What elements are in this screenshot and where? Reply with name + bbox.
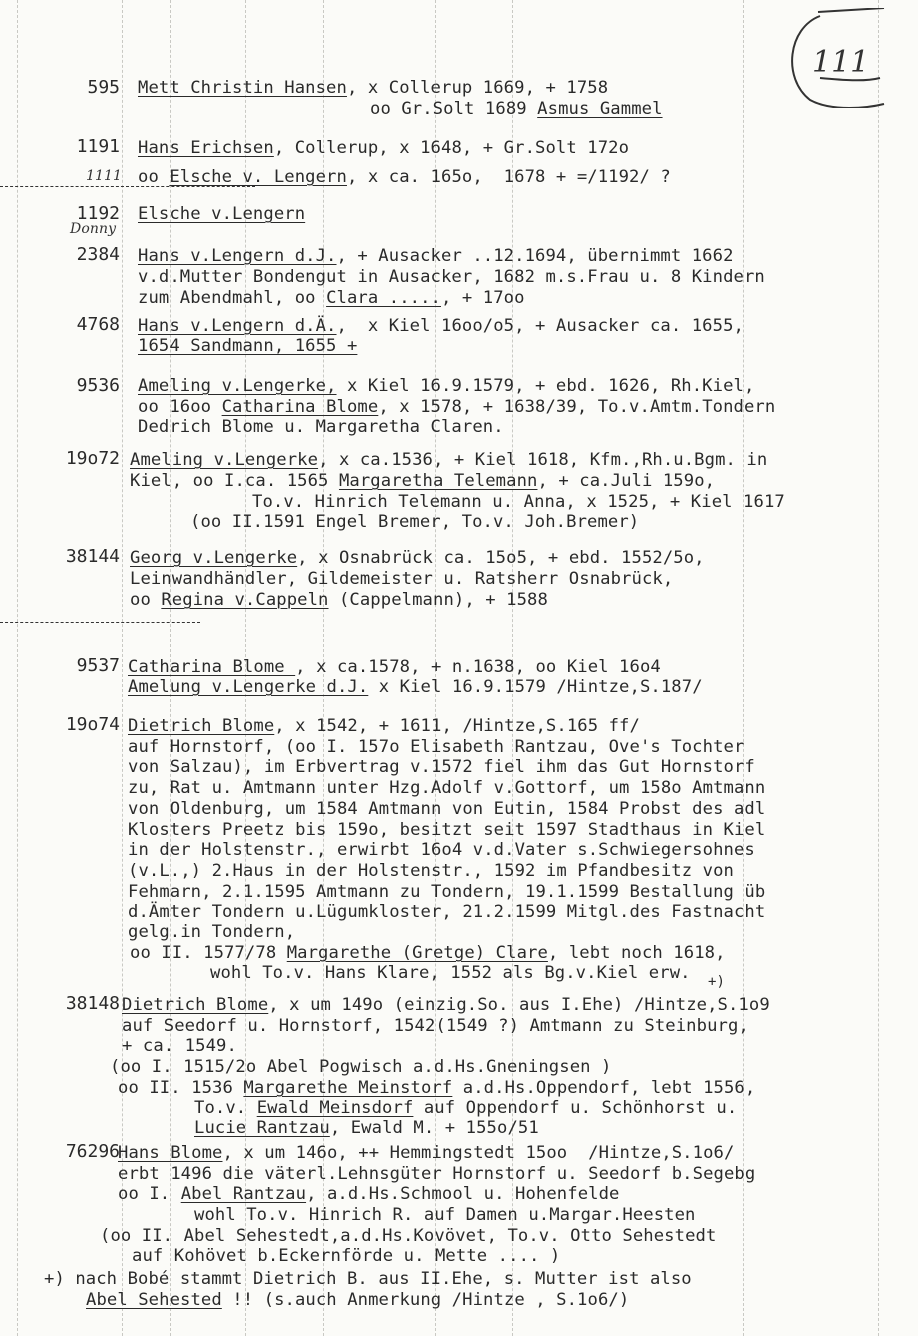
entry-number: 38144 xyxy=(65,546,120,567)
person-name: Dietrich Blome xyxy=(128,716,275,736)
person-name: Ameling v.Lengerke xyxy=(130,450,319,470)
footnote-line: Abel Sehested !! (s.auch Anmerkung /Hintze , S.1o6/) xyxy=(86,1290,630,1310)
entry-line: v.d.Mutter Bondengut in Ausacker, 1682 m.s.Frau u. 8 Kindern xyxy=(138,267,765,287)
entry-line: oo Elsche v. Lengern, x ca. 165o, 1678 + =/1192/ ? xyxy=(138,167,671,187)
entry-line: Mett Christin Hansen, x Collerup 1669, + 1758 xyxy=(138,78,609,98)
person-name: Catharina Blome xyxy=(128,657,296,677)
entry-line: Hans Blome, x um 146o, ++ Hemmingstedt 15oo /Hintze,S.1o6/ xyxy=(118,1143,735,1163)
entry-number: 19o74 xyxy=(65,714,120,735)
entry-number: 595 xyxy=(87,77,120,98)
entry-line: oo 16oo Catharina Blome, x 1578, + 1638/39, To.v.Amtm.Tondern xyxy=(138,397,776,417)
footnote-marker: +) xyxy=(708,974,726,990)
entry-line: Amelung v.Lengerke d.J. x Kiel 16.9.1579 /Hintze,S.187/ xyxy=(128,677,703,697)
person-name: Hans Blome xyxy=(118,1143,223,1163)
entry-line: + ca. 1549. xyxy=(122,1036,237,1056)
entry-line: Klosters Preetz bis 159o, besitzt seit 1597 Stadthaus in Kiel xyxy=(128,820,766,840)
person-name: Regina v.Cappeln xyxy=(161,590,329,610)
entry-line: Dedrich Blome u. Margaretha Claren. xyxy=(138,417,504,437)
entry-number: 4768 xyxy=(76,314,120,335)
entry-line: Leinwandhändler, Gildemeister u. Ratsherr Osnabrück, xyxy=(130,569,674,589)
ruling-line xyxy=(743,0,744,1336)
entry-number: 9536 xyxy=(76,375,120,396)
entry-line: von Salzau), im Erbvertrag v.1572 fiel ihm das Gut Hornstorf xyxy=(128,757,755,777)
person-name: Margarethe Meinstorf xyxy=(243,1078,453,1098)
entry-line: auf Seedorf u. Hornstorf, 1542(1549 ?) Amtmann zu Steinburg, xyxy=(122,1016,749,1036)
entry-line: Catharina Blome , x ca.1578, + n.1638, oo Kiel 16o4 xyxy=(128,657,661,677)
entry-number: 2384 xyxy=(76,244,120,265)
entry-line: oo II. 1577/78 Margarethe (Gretge) Clare, lebt noch 1618, xyxy=(130,943,726,963)
entry-line: gelg.in Tondern, xyxy=(128,922,296,942)
person-name: Hans v.Lengern d.J. xyxy=(138,246,337,266)
footnote-line: +) nach Bobé stammt Dietrich B. aus II.Ehe, s. Mutter ist also xyxy=(44,1269,692,1289)
person-name: Amelung v.Lengerke d.J. xyxy=(128,677,369,697)
person-name: Elsche v. Lengern xyxy=(169,167,347,187)
entry-number: 9537 xyxy=(76,655,120,676)
person-name: Asmus Gammel xyxy=(537,99,663,119)
entry-line: Hans v.Lengern d.J., + Ausacker ..12.1694, übernimmt 1662 xyxy=(138,246,734,266)
person-name: Ewald Meinsdorf xyxy=(256,1098,414,1118)
entry-number: 19o72 xyxy=(65,448,120,469)
entry-line: von Oldenburg, um 1584 Amtmann von Eutin, 1584 Probst des adl xyxy=(128,799,766,819)
person-name: Georg v.Lengerke xyxy=(130,548,298,568)
entry-line: (oo II.1591 Engel Bremer, To.v. Joh.Bremer) xyxy=(190,512,640,532)
person-name: Margarethe (Gretge) Clare xyxy=(286,943,548,963)
entry-line: (oo II. Abel Sehestedt,a.d.Hs.Kovövet, To.v. Otto Sehestedt xyxy=(100,1226,717,1246)
entry-line: Ameling v.Lengerke, x ca.1536, + Kiel 1618, Kfm.,Rh.u.Bgm. in xyxy=(130,450,768,470)
ruling-line xyxy=(878,0,879,1336)
person-name: Lucie Rantzau xyxy=(194,1118,330,1138)
entry-line: oo II. 1536 Margarethe Meinstorf a.d.Hs.Oppendorf, lebt 1556, xyxy=(118,1078,756,1098)
entry-line: in der Holstenstr., erwirbt 16o4 v.d.Vater s.Schwiegersohnes xyxy=(128,840,755,860)
entry-line: Fehmarn, 2.1.1595 Amtmann zu Tondern, 19.1.1599 Bestallung üb xyxy=(128,882,766,902)
entry-number: 1191 xyxy=(76,136,120,157)
entry-line: auf Hornstorf, (oo I. 157o Elisabeth Rantzau, Ove's Tochter xyxy=(128,737,745,757)
entry-line: Kiel, oo I.ca. 1565 Margaretha Telemann, + ca.Juli 159o, xyxy=(130,471,716,491)
person-name: Catharina Blome xyxy=(221,397,379,417)
entry-line: (oo I. 1515/2o Abel Pogwisch a.d.Hs.Gneningsen ) xyxy=(110,1057,612,1077)
entry-line: oo I. Abel Rantzau, a.d.Hs.Schmool u. Hohenfelde xyxy=(118,1184,620,1204)
entry-number: 76296 xyxy=(65,1141,120,1162)
person-name: Abel Sehested xyxy=(86,1290,222,1310)
entry-line: Lucie Rantzau, Ewald M. + 155o/51 xyxy=(194,1118,539,1138)
person-name: Dietrich Blome xyxy=(122,995,269,1015)
corner-mark-text: 111 xyxy=(812,45,870,80)
entry-line: (v.L.,) 2.Haus in der Holstenstr., 1592 im Pfandbesitz von xyxy=(128,861,734,881)
entry-line: Ameling v.Lengerke, x Kiel 16.9.1579, + ebd. 1626, Rh.Kiel, xyxy=(138,376,755,396)
person-name: Clara ..... xyxy=(326,288,441,308)
person-name: Mett Christin Hansen xyxy=(138,78,347,98)
entry-line: To.v. Ewald Meinsdorf auf Oppendorf u. Schönhorst u. xyxy=(194,1098,738,1118)
handwritten-page-mark xyxy=(780,8,890,108)
entry-line: Hans Erichsen, Collerup, x 1648, + Gr.Solt 172o xyxy=(138,138,630,158)
entry-line: d.Ämter Tondern u.Lügumkloster, 21.2.1599 Mitgl.des Fastnacht xyxy=(128,902,766,922)
entry-number: 1192 xyxy=(76,203,120,224)
person-name: Ameling v.Lengerke, xyxy=(138,376,337,396)
entry-line: Dietrich Blome, x 1542, + 1611, /Hintze,S.165 ff/ xyxy=(128,716,640,736)
entry-line: zu, Rat u. Amtmann unter Hzg.Adolf v.Gottorf, um 158o Amtmann xyxy=(128,778,766,798)
entry-line: auf Kohövet b.Eckernförde u. Mette .... ) xyxy=(132,1246,561,1266)
entry-line: Dietrich Blome, x um 149o (einzig.So. aus I.Ehe) /Hintze,S.1o9 xyxy=(122,995,770,1015)
entry-line xyxy=(138,204,305,224)
entry-line: oo Regina v.Cappeln (Cappelmann), + 1588 xyxy=(130,590,548,610)
handwritten-reference: 1111 xyxy=(86,168,123,184)
entry-line: Georg v.Lengerke, x Osnabrück ca. 15o5, + ebd. 1552/5o, xyxy=(130,548,705,568)
entry-line: zum Abendmahl, oo Clara ....., + 17oo xyxy=(138,288,525,308)
handwritten-note: Donny xyxy=(70,221,117,237)
entry-line: wohl To.v. Hinrich R. auf Damen u.Margar.Heesten xyxy=(194,1205,696,1225)
person-name: Abel Rantzau xyxy=(180,1184,307,1204)
person-name: Margaretha Telemann xyxy=(338,471,538,491)
entry-line: 1654 Sandmann, 1655 + xyxy=(138,336,358,356)
entry-line: To.v. Hinrich Telemann u. Anna, x 1525, + Kiel 1617 xyxy=(252,492,785,512)
person-name: Elsche v.Lengern xyxy=(138,204,306,224)
person-name: Hans Erichsen xyxy=(138,138,274,158)
entry-line: oo Gr.Solt 1689 Asmus Gammel xyxy=(370,99,663,119)
ruling-line xyxy=(122,0,123,1336)
entry-line: Hans v.Lengern d.Ä., x Kiel 16oo/o5, + Ausacker ca. 1655, xyxy=(138,316,744,336)
entry-number: 38148 xyxy=(65,993,120,1014)
entry-line: wohl To.v. Hans Klare, 1552 als Bg.v.Kiel erw. xyxy=(210,963,691,983)
separator-line xyxy=(0,622,200,623)
person-name: Hans v.Lengern d.Ä. xyxy=(138,316,337,336)
entry-line: erbt 1496 die väterl.Lehnsgüter Hornstorf u. Seedorf b.Segebg xyxy=(118,1164,756,1184)
